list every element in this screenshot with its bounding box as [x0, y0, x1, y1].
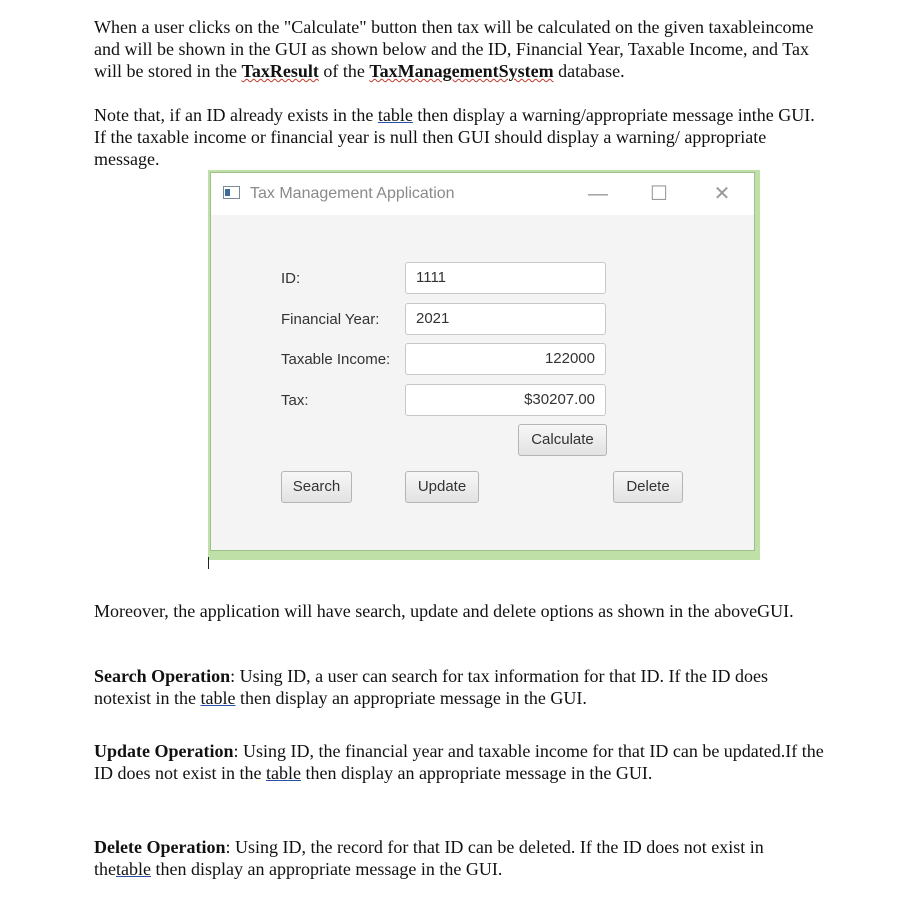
tax-label: Tax: [281, 392, 309, 409]
paragraph-text: then display an appropriate message in the GUI. [150, 859, 503, 879]
id-label: ID: [281, 270, 301, 287]
minimize-icon[interactable]: — [588, 183, 608, 205]
table-link[interactable]: table [377, 105, 413, 125]
financial-year-label: Financial Year: [281, 311, 380, 328]
update-button[interactable]: Update [405, 471, 479, 503]
delete-operation-heading: Delete Operation [94, 837, 226, 857]
intro-text: then display a warning/appropriate message inthe GUI. If the taxable income or financial year is null then GUI should display a warning/ appropriate message. [94, 105, 815, 169]
paragraph-text: : Using ID, a user can search for tax information for that ID. If the ID does notexist in the [94, 666, 768, 708]
taxable-income-label: Taxable Income: [281, 351, 391, 368]
window-title: Tax Management Application [250, 185, 455, 202]
paragraph-text: then display an appropriate message in the GUI. [300, 763, 653, 783]
table-link[interactable]: table [200, 688, 236, 708]
taxable-income-field[interactable]: 122000 [405, 343, 606, 375]
financial-year-field[interactable]: 2021 [405, 303, 606, 335]
paragraph-text: : Using ID, the financial year and taxable income for that ID can be updated.If the ID does not exist in the [94, 741, 824, 783]
intro-text: Note that, if an ID already exists in the [94, 105, 378, 125]
delete-button[interactable]: Delete [613, 471, 683, 503]
text-cursor [208, 557, 209, 569]
intro-text: database. [553, 61, 625, 81]
intro-text: When a user clicks on the "Calculate" button then tax will be calculated on the given taxableincome and will be shown in the GUI as shown below and the ID, Financial Year, Taxable Income, and Tax will be stored in the [94, 17, 814, 81]
intro-paragraph-1 [94, 16, 824, 82]
intro-text: of the [318, 61, 370, 81]
search-operation-paragraph [94, 665, 824, 709]
table-link[interactable]: table [265, 763, 301, 783]
tax-app-window [210, 172, 755, 551]
term-taxresult: TaxResult [241, 61, 319, 81]
table-link[interactable]: table [116, 859, 151, 879]
id-field[interactable]: 1111 [405, 262, 606, 294]
moreover-paragraph: Moreover, the application will have search, update and delete options as shown in the aboveGUI. [94, 601, 794, 621]
delete-operation-paragraph [94, 836, 824, 880]
update-operation-heading: Update Operation [94, 741, 234, 761]
paragraph-text: : Using ID, the record for that ID can be deleted. If the ID does not exist in the [94, 837, 764, 879]
update-operation-paragraph [94, 740, 824, 784]
calculate-button[interactable]: Calculate [518, 424, 607, 456]
search-button[interactable]: Search [281, 471, 352, 503]
search-operation-heading: Search Operation [94, 666, 231, 686]
paragraph-text: then display an appropriate message in the GUI. [235, 688, 587, 708]
close-icon[interactable]: ✕ [713, 183, 731, 205]
maximize-icon[interactable]: ☐ [650, 183, 668, 205]
app-icon [223, 186, 240, 199]
intro-paragraph-2 [94, 104, 824, 170]
tax-field[interactable]: $30207.00 [405, 384, 606, 416]
title-bar[interactable] [211, 173, 754, 215]
term-taxmanagementsystem: TaxManagementSystem [369, 61, 554, 81]
